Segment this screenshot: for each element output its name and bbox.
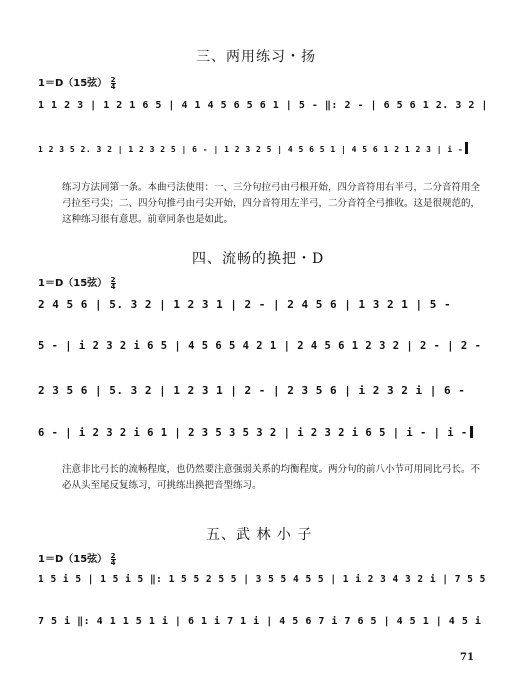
section-4-row-3: 2 3 5 6 | 5. 3 2 | 1 2 3 1 | 2 - | 2 3 5 6 | i 2 3 2 i | 6 - (38, 384, 466, 397)
section-3-key-text: 1＝D（15弦） (38, 78, 108, 89)
section-5-key-text: 1＝D（15弦） (38, 554, 108, 565)
page-number: 71 (460, 652, 474, 663)
final-barline (465, 142, 468, 154)
section-5-row-2: 7 5 i ‖: 4 1 1 5 1 i | 6 1 i 7 1 i | 4 5 6 7 i 7 6 5 | 4 5 1 | 4 5 i (38, 616, 482, 627)
section-4-row-1: 2 4 5 6 | 5. 3 2 | 1 2 3 1 | 2 - | 2 4 5 6 | 1 3 2 1 | 5 - (38, 298, 452, 311)
section-4-key-text: 1＝D（15弦） (38, 278, 108, 289)
section-3-title: 三、两用练习・扬 (196, 49, 316, 65)
section-4-row-4-notes: 6 - | i 2 3 2 i 6 1 | 2 3 5 3 5 3 2 | i 2 3 2 i 6 5 | i - | i - (38, 427, 468, 439)
section-5-row-1: 1 5 i 5 | 1 5 i 5 ‖: 1 5 5 2 5 5 | 3 5 5 4 5 5 | 1 i 2 3 4 3 2 i | 7 5 5 (38, 574, 486, 585)
section-3-row-2 (38, 142, 468, 154)
section-4-title: 四、流畅的换把・D (192, 251, 325, 267)
final-barline (470, 426, 473, 438)
section-3-instructions: 练习方法同第一条。本曲弓法使用：一、三分句拉弓由弓根开始，四分音符用右半弓，二分音符用全弓拉至弓尖；二、四分句推弓由弓尖开始，四分音符用左半弓，二分音符全弓推收。这是很规范的，这种练习很有意思。前章同条也是如此。 (62, 182, 481, 225)
section-3-row-2-notes: 1 2 3 5 2. 3 2 | 1 2 3 2 5 | 6 - | 1 2 3 2 5 | 4 5 6 5 1 | 4 5 6 1 2 1 2 3 | i - (38, 145, 464, 154)
section-5-title: 五、武 林 小 子 (206, 527, 313, 543)
section-3-key (38, 74, 116, 90)
section-5-meter: $\frac{2}{4}$ (110, 551, 116, 567)
section-4-meter: $\frac{2}{4}$ (110, 275, 116, 291)
section-4-row-4 (38, 426, 473, 439)
section-4-instructions: 注意非比弓长的流畅程度，也仍然要注意强弱关系的均衡程度。两分句的前八小节可用同比弓长。不必从头至尾反复练习，可挑练出换把音型练习。 (62, 464, 481, 491)
section-4-row-2: 5 - | i 2 3 2 i 6 5 | 4 5 6 5 4 2 1 | 2 4 5 6 1 2 3 2 | 2 - | 2 - (38, 340, 482, 352)
section-5-key (38, 550, 116, 566)
section-3-row-1: 1 1 2 3 | 1 2 1 6 5 | 4 1 4 5 6 5 6 1 | 5 - ‖: 2 - | 6 5 6 1 2. 3 2 | (38, 100, 488, 111)
section-3-meter: $\frac{2}{4}$ (110, 75, 116, 91)
section-4-key (38, 274, 116, 290)
